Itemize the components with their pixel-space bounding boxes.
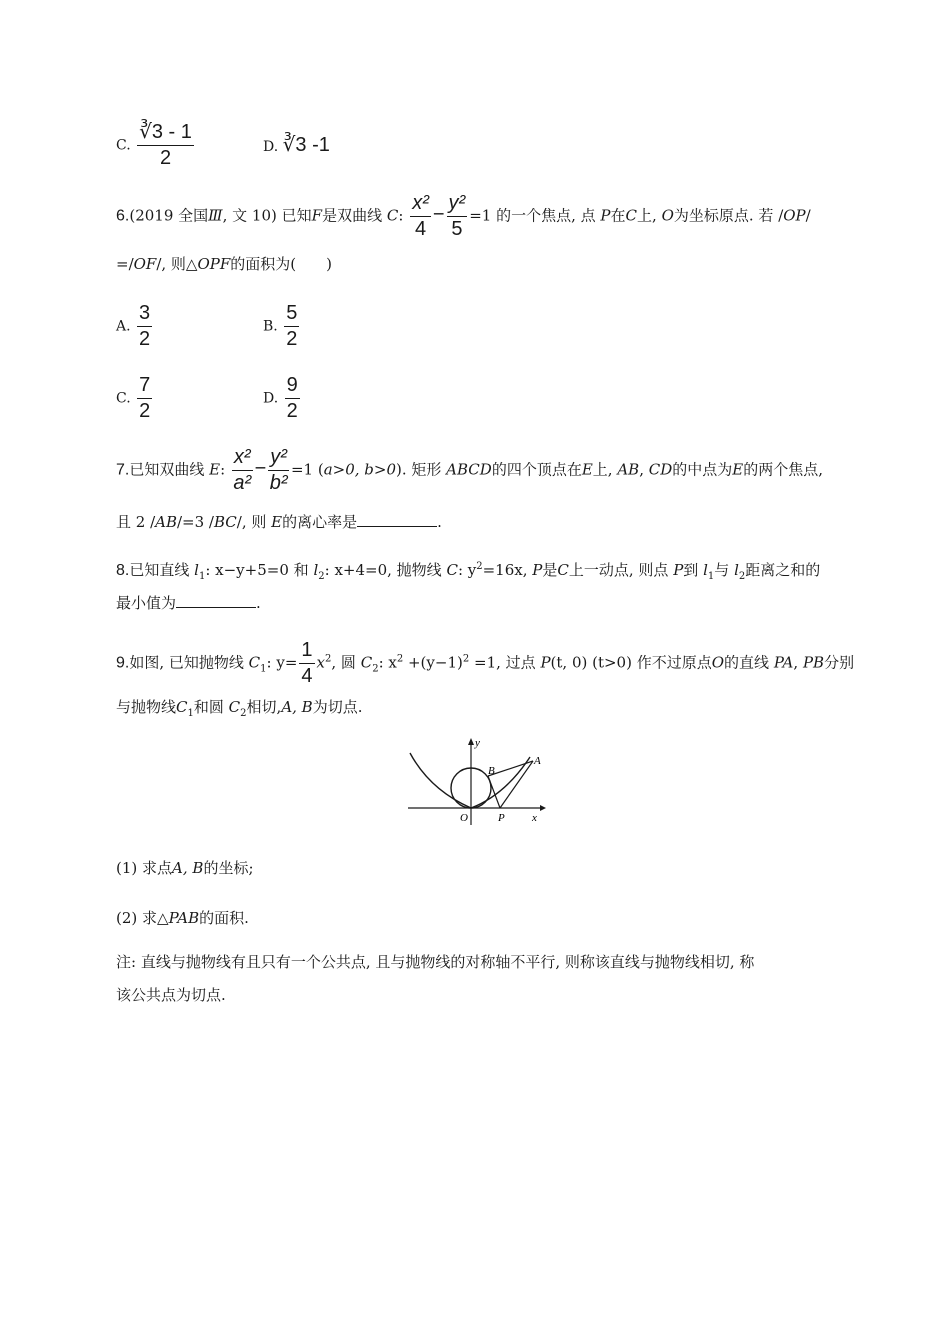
- q7-line1: 7.已知双曲线 E: $\frac{\text{x²}}{\text{a²}}$ − $\frac{\text{y²}}{\text{b²}}$ =1 (a>0, b>0). 矩形 ABCD的四个顶点在E上, AB, CD的中点为E的两个焦点,: [116, 446, 824, 494]
- q6-option-c: C. $\frac{7}{2}$: [116, 374, 151, 422]
- q8-line2: 最小值为 .: [116, 594, 261, 612]
- parabola-c1: [410, 753, 530, 808]
- q9-note-line2: 该公共点为切点.: [116, 986, 226, 1004]
- q9-note-line1: 注: 直线与抛物线有且只有一个公共点, 且与抛物线的对称轴不平行, 则称该直线与抛物线相切, 称: [116, 953, 755, 971]
- line-ab: [488, 761, 533, 776]
- q8-answer-blank[interactable]: [176, 593, 256, 608]
- q6-line2: =/OF/, 则△OPF的面积为( ): [116, 255, 333, 273]
- q7-line2: 且 2 /AB/=3 /BC/, 则 E的离心率是 .: [116, 513, 442, 531]
- q6-option-d: D. $\frac{9}{2}$: [263, 374, 298, 422]
- parabola-circle-figure: [400, 735, 550, 827]
- q9-line1: 9.如图, 已知抛物线 $C_1$: y= $\frac{1}{4}$ $x^2$, 圆 $C_2$: $x^2 +(y-1)^2 =1$, 过点 P(t, 0) (t>0) 作不过原点O的直线 PA, PB分别: [116, 639, 855, 687]
- q6-line1: 6.(2019 全国Ⅲ, 文 10) 已知F是双曲线 C: $\frac{\text{x²}}{4}$ − $\frac{\text{y²}}{5}$ =1 的一个焦点, 点 P在C上, O为坐标原点. 若 /OP/: [116, 192, 811, 240]
- label-a: A: [534, 755, 541, 767]
- q8-line1: 8.已知直线 $l_1$: x−y+5=0 和 $l_2$: x+4=0, 抛物线 C: $y^2=16x$, P是C上一动点, 则点 P到 $l_1$与 $l_2$距离之和的: [116, 561, 821, 582]
- label-o: O: [460, 812, 468, 824]
- label-x: x: [532, 812, 537, 824]
- label-p: P: [498, 812, 505, 824]
- q6-option-a: A. $\frac{3}{2}$: [116, 302, 151, 350]
- label-b: B: [488, 765, 495, 777]
- line-pa: [500, 761, 533, 808]
- q6-option-b: B. $\frac{5}{2}$: [263, 302, 298, 350]
- q7-answer-blank[interactable]: [357, 512, 437, 527]
- q9-sub2: (2) 求△PAB的面积.: [116, 909, 249, 927]
- q9-sub1: (1) 求点A, B的坐标;: [116, 859, 254, 877]
- label-y: y: [475, 737, 480, 749]
- q9-line2: 与抛物线$C_1$和圆 $C_2$相切,A, B为切点.: [116, 698, 363, 719]
- q5-option-d: D. ∛3 -1: [263, 134, 330, 156]
- q5-option-c: C. $\frac{∛3 - 1}{2}$: [116, 121, 192, 169]
- x-axis-arrow: [540, 805, 546, 811]
- y-axis-arrow: [468, 738, 474, 745]
